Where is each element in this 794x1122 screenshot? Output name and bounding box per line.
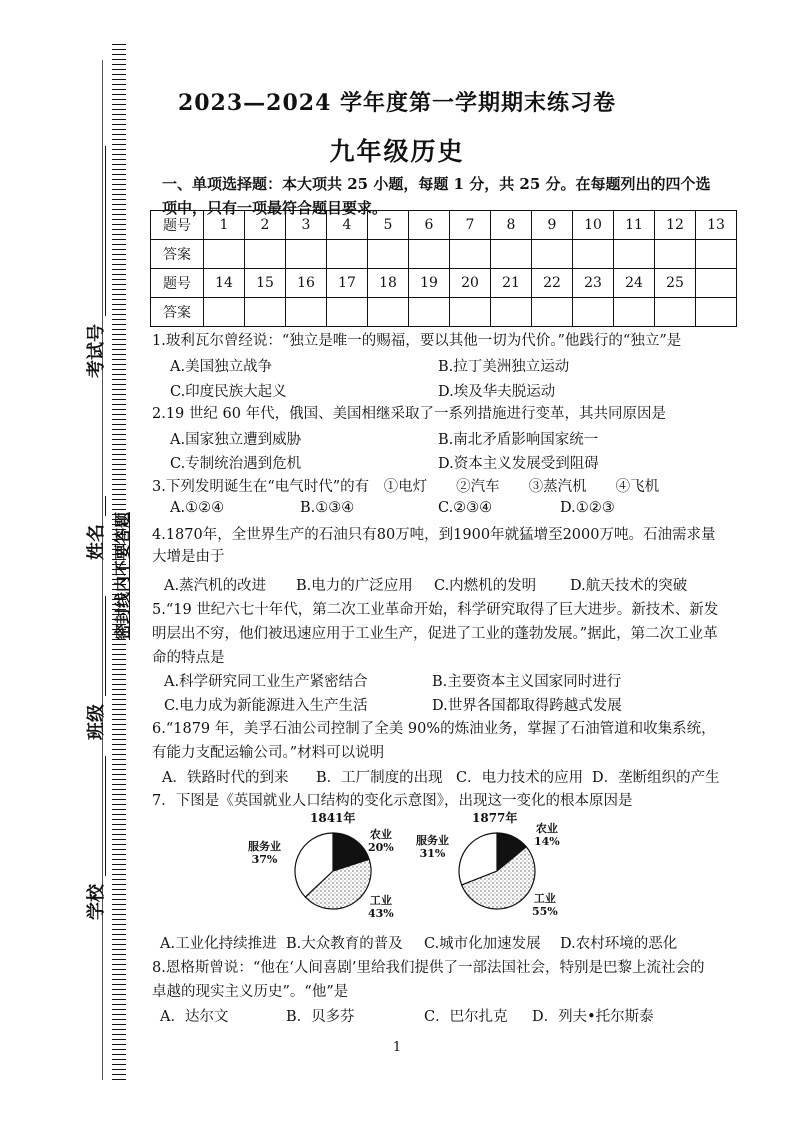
pie-label-agriculture: 农业 20% [368, 828, 394, 854]
question-number: 19 [409, 269, 450, 298]
question-number: 11 [614, 211, 655, 240]
answer-cell[interactable] [573, 240, 614, 269]
question-number: 2 [245, 211, 286, 240]
answer-cell[interactable] [245, 240, 286, 269]
question-number: 9 [532, 211, 573, 240]
question-number: 12 [655, 211, 696, 240]
pie-title: 1877年 [472, 811, 518, 825]
school-label: 学校 [82, 756, 108, 920]
seal-warning: 密封线内不要答题 [113, 511, 132, 640]
question-7-option-d: D.农村环境的恶化 [560, 936, 678, 952]
question-1-stem: 1.玻利瓦尔曾经说：“独立是唯一的赐福，要以其他一切为代价。”他践行的“独立”是 [152, 333, 682, 349]
question-number: 10 [573, 211, 614, 240]
exam-subtitle: 九年级历史 [329, 137, 465, 166]
answer-cell[interactable] [286, 298, 327, 327]
question-number: 25 [655, 269, 696, 298]
question-2-option-a: A.国家独立遭到威胁 [170, 432, 302, 448]
question-5-option-d: D.世界各国都取得跨越式发展 [432, 698, 622, 714]
question-number: 4 [327, 211, 368, 240]
question-7-stem: 7．下图是《英国就业人口结构的变化示意图》，出现这一变化的根本原因是 [152, 793, 633, 809]
question-number: 24 [614, 269, 655, 298]
question-2-option-c: C.专制统治遇到危机 [170, 456, 302, 472]
question-number [696, 269, 737, 298]
answer-cell[interactable] [696, 240, 737, 269]
answer-cell[interactable] [409, 240, 450, 269]
pie-label-agriculture: 农业 14% [534, 822, 560, 848]
answer-cell[interactable] [655, 240, 696, 269]
question-number: 1 [204, 211, 245, 240]
question-5-option-b: B.主要资本主义国家同时进行 [432, 674, 622, 690]
answer-cell[interactable] [491, 240, 532, 269]
question-8-option-c: C．巴尔扎克 [424, 1009, 508, 1025]
question-6-option-c: C．电力技术的应用 [456, 770, 584, 786]
question-1-option-a: A.美国独立战争 [170, 359, 273, 375]
question-3-option-b: B.①③④ [300, 500, 355, 516]
question-number: 22 [532, 269, 573, 298]
answer-cell[interactable] [532, 298, 573, 327]
answer-cell[interactable] [450, 298, 491, 327]
answer-cell[interactable] [204, 240, 245, 269]
question-number: 20 [450, 269, 491, 298]
answer-cell[interactable] [245, 298, 286, 327]
question-number: 5 [368, 211, 409, 240]
question-number: 7 [450, 211, 491, 240]
answer-cell[interactable] [614, 298, 655, 327]
row-label: 答案 [151, 298, 204, 327]
exam-title: 2023—2024 学年度第一学期期末练习卷 [177, 90, 617, 116]
question-7-option-b: B.大众教育的普及 [286, 936, 403, 952]
question-8-option-d: D．列夫•托尔斯泰 [532, 1009, 654, 1025]
question-3-option-c: C.②③④ [438, 500, 493, 516]
answer-cell[interactable] [573, 298, 614, 327]
question-1-option-d: D.埃及华夫脱运动 [438, 384, 556, 400]
pie-chart-1877 [416, 812, 586, 922]
question-8-option-a: A．达尔文 [160, 1009, 229, 1025]
name-label: 姓名 [82, 496, 108, 560]
question-8-option-b: B．贝多芬 [286, 1009, 355, 1025]
pie-label-industry: 工业 43% [368, 894, 394, 920]
question-1-option-c: C.印度民族大起义 [170, 384, 287, 400]
answer-cell[interactable] [368, 240, 409, 269]
question-5-option-c: C.电力成为新能源进入生产生活 [164, 698, 368, 714]
question-number: 14 [204, 269, 245, 298]
question-6-option-a: A．铁路时代的到来 [162, 770, 289, 786]
question-5-stem: 5.“19 世纪六七十年代，第二次工业革命开始，科学研究取得了巨大进步。新技术、新发明层出不穷，他们被迅速应用于工业生产，促进了工业的蓬勃发展。”据此，第二次工业革命的特点是 [152, 602, 719, 666]
pie-svg [456, 830, 538, 912]
question-4-option-b: B.电力的广泛应用 [296, 578, 413, 594]
question-7-option-a: A.工业化持续推进 [160, 936, 277, 952]
answer-cell[interactable] [286, 240, 327, 269]
question-1-option-b: B.拉丁美洲独立运动 [438, 359, 570, 375]
pie-svg [292, 830, 374, 912]
question-number: 8 [491, 211, 532, 240]
question-number: 3 [286, 211, 327, 240]
answer-cell[interactable] [327, 240, 368, 269]
question-2-stem: 2.19 世纪 60 年代，俄国、美国相继采取了一系列措施进行变革，其共同原因是 [152, 406, 667, 422]
answer-cell[interactable] [614, 240, 655, 269]
pie-label-industry: 工业 55% [532, 892, 558, 918]
table-row [151, 298, 737, 327]
pie-chart-1841 [248, 812, 418, 922]
question-number: 6 [409, 211, 450, 240]
row-label: 答案 [151, 240, 204, 269]
question-2-option-b: B.南北矛盾影响国家统一 [438, 432, 599, 448]
answer-cell[interactable] [696, 298, 737, 327]
question-5-option-a: A.科学研究同工业生产紧密结合 [164, 674, 368, 690]
answer-cell[interactable] [204, 298, 245, 327]
question-3-option-a: A.①②④ [170, 500, 225, 516]
question-3-option-d: D.①②③ [560, 500, 615, 516]
section-instructions: 一、单项选择题：本大项共 25 小题，每题 1 分，共 25 分。在每题列出的四个选项中，只有一项最符合题目要求。 [162, 175, 711, 217]
question-6-stem: 6.“1879 年，美孚石油公司控制了全美 90%的炼油业务，掌握了石油管道和收集系统，有能力支配运输公司。”材料可以说明 [152, 721, 716, 761]
row-label: 题号 [151, 211, 204, 240]
question-number: 16 [286, 269, 327, 298]
answer-cell[interactable] [327, 298, 368, 327]
table-row [151, 211, 737, 240]
question-number: 23 [573, 269, 614, 298]
answer-cell[interactable] [409, 298, 450, 327]
question-number: 17 [327, 269, 368, 298]
question-6-option-d: D．垄断组织的产生 [592, 770, 720, 786]
question-number: 13 [696, 211, 737, 240]
question-7-option-c: C.城市化加速发展 [424, 936, 541, 952]
question-4-option-a: A.蒸汽机的改进 [164, 578, 267, 594]
page-number: 1 [392, 1040, 402, 1055]
question-4-stem: 4.1870年，全世界生产的石油只有80万吨，到1900年就猛增至2000万吨。石油需求量大增是由于 [152, 527, 716, 565]
question-4-option-d: D.航天技术的突破 [570, 578, 688, 594]
table-row [151, 269, 737, 298]
exam-number-label: 考试号 [82, 146, 108, 378]
row-label: 题号 [151, 269, 204, 298]
pie-label-services: 服务业 31% [416, 834, 449, 860]
question-4-option-c: C.内燃机的发明 [434, 578, 537, 594]
question-number: 18 [368, 269, 409, 298]
question-number: 21 [491, 269, 532, 298]
answer-cell[interactable] [655, 298, 696, 327]
question-3-stem: 3.下列发明诞生在“电气时代”的有 ①电灯 ②汽车 ③蒸汽机 ④飞机 [152, 479, 660, 495]
class-label: 班级 [82, 596, 108, 740]
answer-cell[interactable] [532, 240, 573, 269]
answer-cell[interactable] [450, 240, 491, 269]
pie-label-services: 服务业 37% [248, 840, 281, 866]
question-2-option-d: D.资本主义发展受到阻碍 [438, 456, 599, 472]
answer-cell[interactable] [491, 298, 532, 327]
question-6-option-b: B．工厂制度的出现 [316, 770, 443, 786]
question-8-stem: 8.恩格斯曾说：“他在‘人间喜剧’里给我们提供了一部法国社会，特别是巴黎上流社会的卓越的现实主义历史”。“他”是 [152, 960, 705, 1000]
answer-table [150, 210, 737, 327]
table-row [151, 240, 737, 269]
pie-title: 1841年 [310, 811, 356, 825]
question-number: 15 [245, 269, 286, 298]
answer-cell[interactable] [368, 298, 409, 327]
